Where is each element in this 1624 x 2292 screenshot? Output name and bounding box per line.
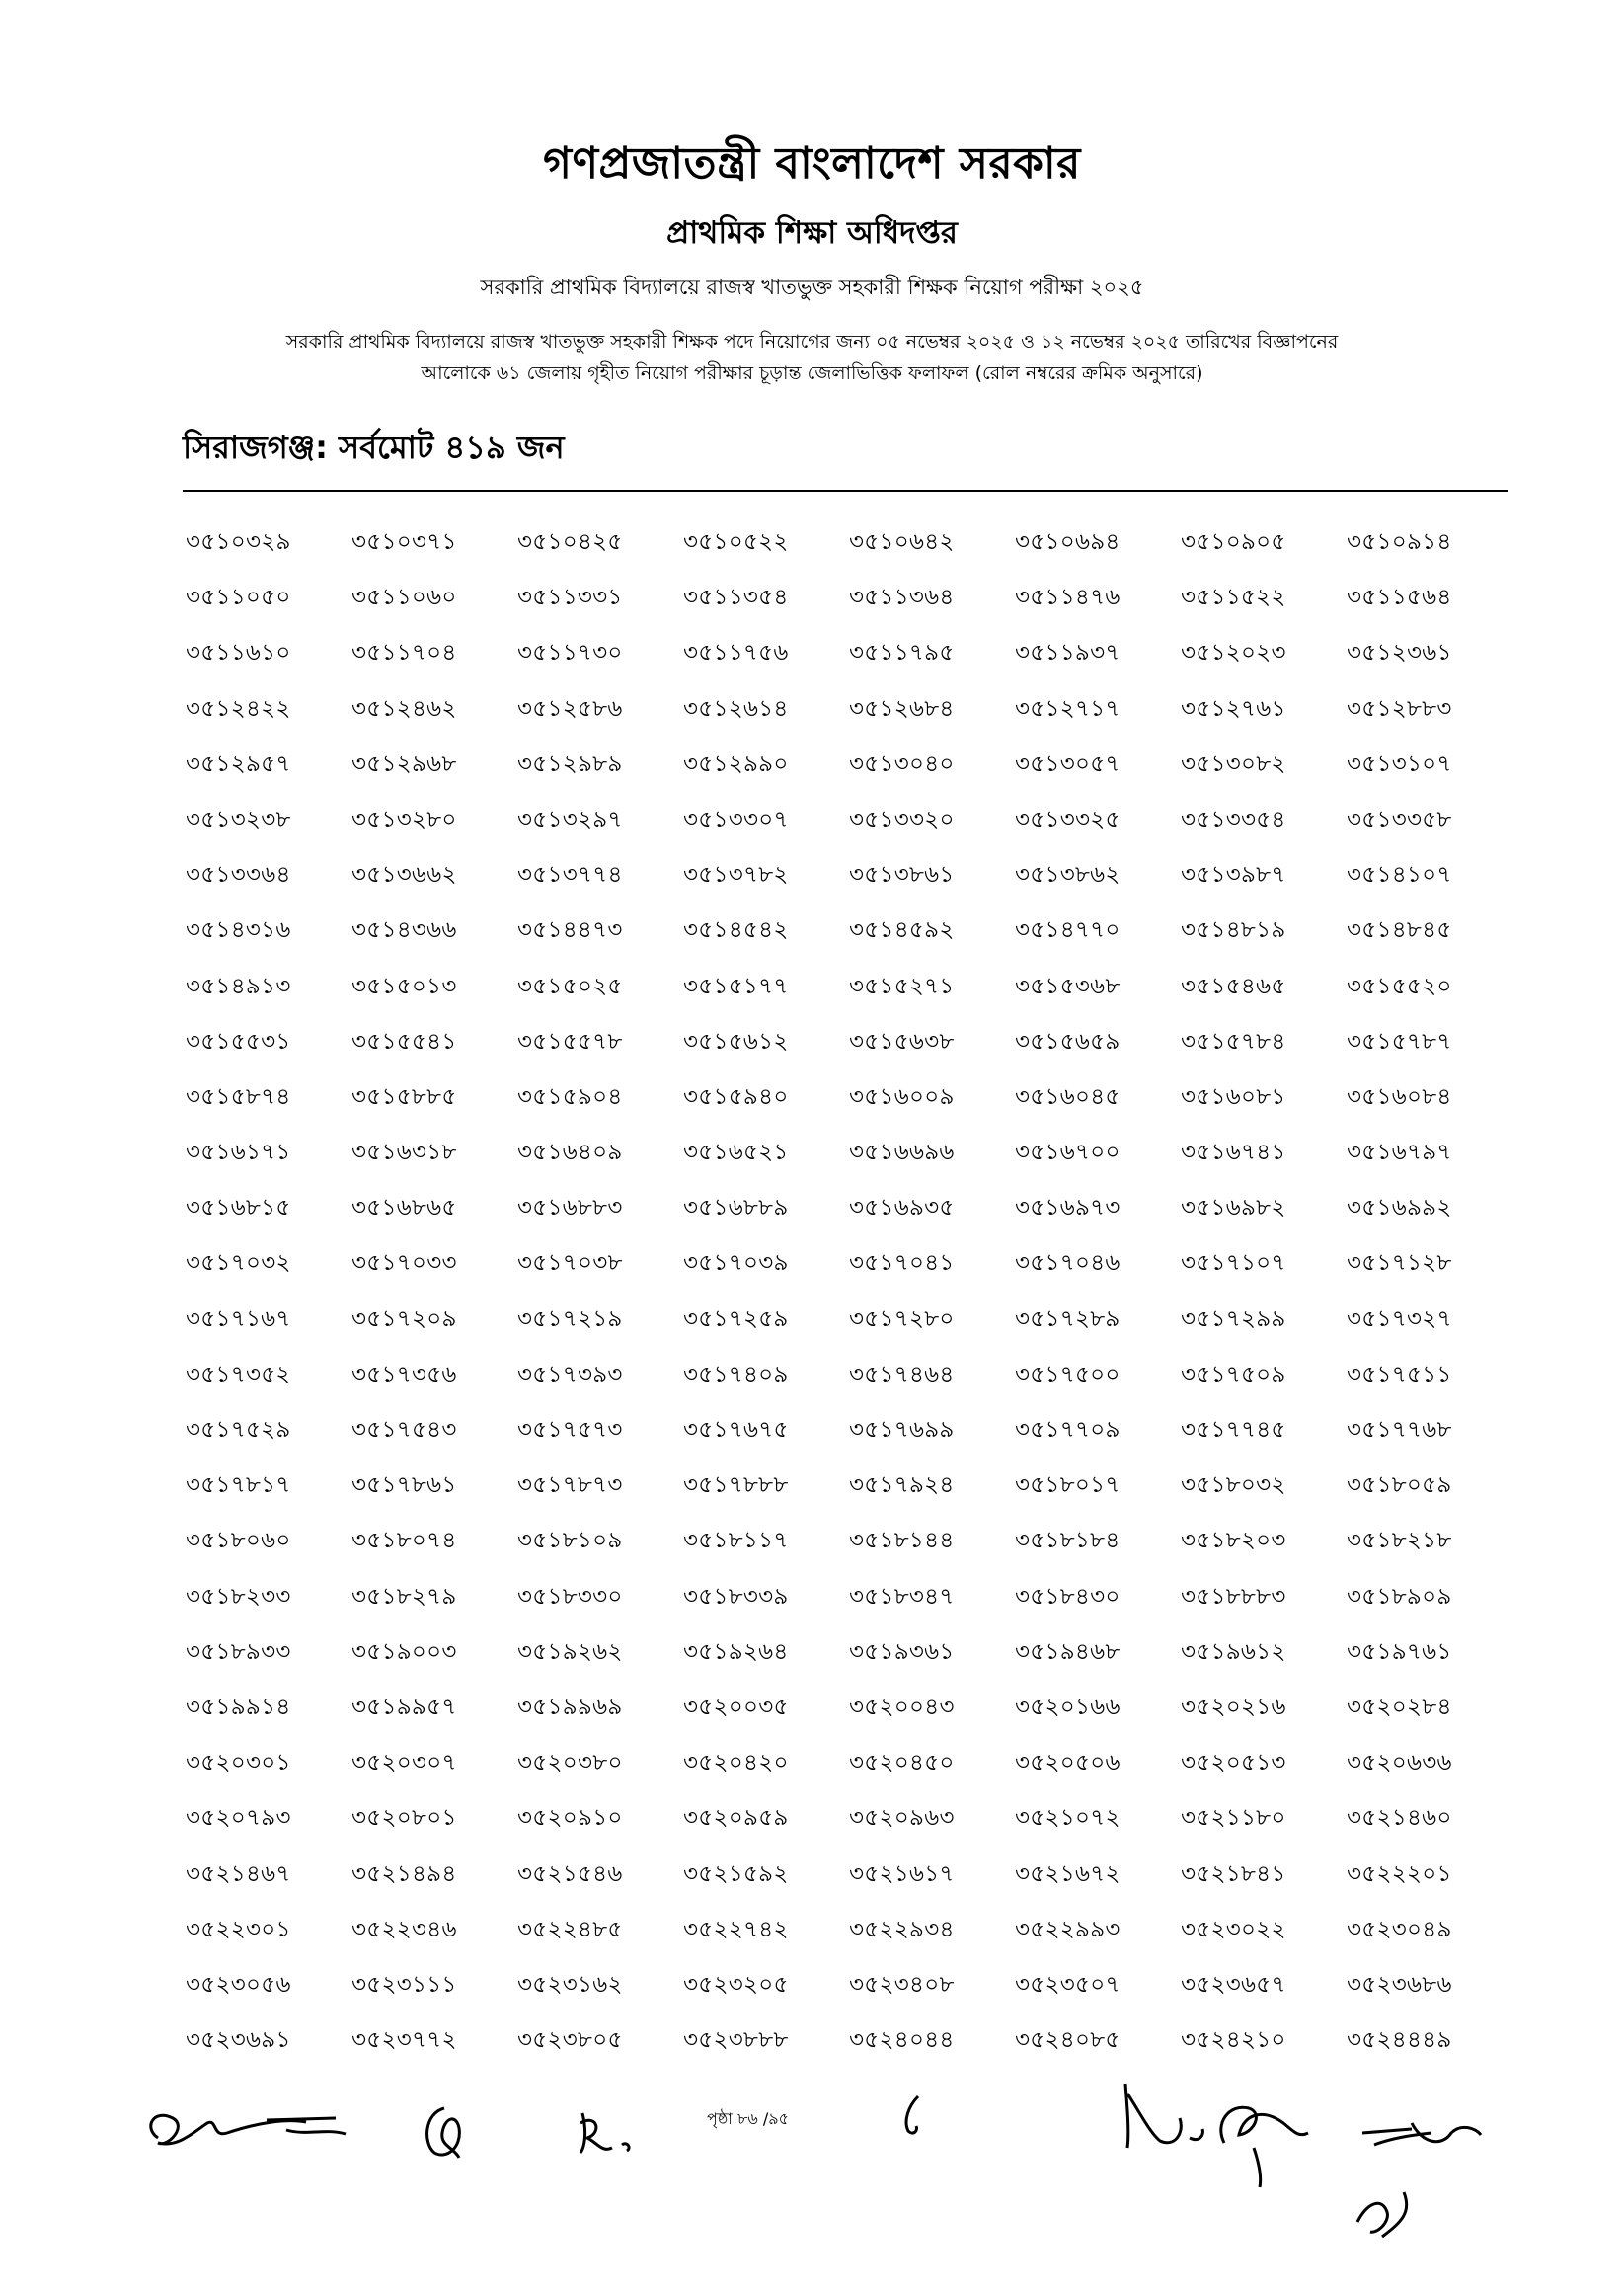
roll-number: ৩৫১৮০৬০ (186, 1528, 291, 1554)
roll-number: ৩৫১৩৬৬২ (351, 862, 457, 889)
roll-number: ৩৫১৮১৮৪ (1015, 1528, 1121, 1554)
roll-number: ৩৫১৭০৩৩ (351, 1250, 457, 1277)
roll-number: ৩৫১৬০০৯ (849, 1083, 955, 1110)
roll-number: ৩৫১২৭৬১ (1181, 695, 1286, 722)
roll-number: ৩৫১৪১০৭ (1347, 862, 1452, 889)
roll-number: ৩৫১৮১০৯ (517, 1528, 623, 1554)
roll-number: ৩৫১১৯৩৭ (1015, 640, 1121, 667)
roll-number: ৩৫১৫৫৪১ (351, 1028, 457, 1055)
roll-number: ৩৫১৩৩৫৪ (1181, 806, 1286, 832)
roll-number: ৩৫১৩২৯৭ (517, 806, 623, 832)
roll-number: ৩৫১০৫২২ (683, 529, 789, 555)
roll-number: ৩৫২৩৬৯১ (186, 2027, 291, 2054)
roll-number: ৩৫১৬৯৩৫ (849, 1195, 955, 1222)
roll-number: ৩৫১৬৮১৫ (186, 1195, 291, 1222)
signature-1 (138, 2089, 365, 2172)
roll-number: ৩৫১২৪২২ (186, 695, 291, 722)
roll-number: ৩৫২১৮৪১ (1181, 1860, 1286, 1887)
roll-number: ৩৫১৭৫২৯ (186, 1417, 291, 1443)
roll-number: ৩৫১০৪২৫ (517, 529, 623, 555)
roll-number: ৩৫১৫৮৭৪ (186, 1083, 291, 1110)
roll-number: ৩৫১৩৯৮৭ (1181, 862, 1286, 889)
roll-number: ৩৫১৬৫২১ (683, 1140, 789, 1166)
page-number: পৃষ্ঠা ৮৬ /৯৫ (707, 2109, 790, 2128)
roll-number: ৩৫১০৬৯৪ (1015, 529, 1121, 555)
roll-number: ৩৫১৯৭৬১ (1347, 1638, 1452, 1665)
roll-number: ৩৫২০৩০৭ (351, 1750, 457, 1777)
roll-number: ৩৫২২৪৮৫ (517, 1916, 623, 1942)
roll-number: ৩৫২৩০৫৬ (186, 1971, 291, 1998)
roll-number: ৩৫১১৩৬৪ (849, 585, 955, 611)
roll-number: ৩৫১৮০৩২ (1181, 1472, 1286, 1499)
roll-number: ৩৫১৮৩৪৭ (849, 1583, 955, 1610)
roll-number: ৩৫১২৯৯০ (683, 751, 789, 777)
roll-number: ৩৫২০৬৩৬ (1347, 1750, 1452, 1777)
roll-number: ৩৫১১৭৫৬ (683, 640, 789, 667)
roll-number: ৩৫১৮০৫৯ (1347, 1472, 1452, 1499)
roll-number: ৩৫১২৯৬৮ (351, 751, 457, 777)
roll-number: ৩৫১৯৪৬৮ (1015, 1638, 1121, 1665)
roll-number: ৩৫১৮২৩৩ (186, 1583, 291, 1610)
roll-number: ৩৫১৭২৮৯ (1015, 1305, 1121, 1332)
roll-number: ৩৫১৫০১৩ (351, 973, 457, 999)
roll-number: ৩৫২০৫১৩ (1181, 1750, 1286, 1777)
roll-number: ৩৫২৩৮০৫ (517, 2027, 623, 2054)
roll-number: ৩৫১৩০৪০ (849, 751, 955, 777)
roll-number: ৩৫১৭৫৭৩ (517, 1417, 623, 1443)
roll-number: ৩৫১৩২৩৮ (186, 806, 291, 832)
roll-number: ৩৫১৬৭৯৭ (1347, 1140, 1452, 1166)
roll-number: ৩৫১২৮৮৩ (1347, 695, 1452, 722)
roll-number: ৩৫১৫২৭১ (849, 973, 955, 999)
roll-number: ৩৫১৭৯২৪ (849, 1472, 955, 1499)
roll-number: ৩৫১৪৩১৬ (186, 917, 291, 944)
roll-number: ৩৫১৭৩৫৬ (351, 1361, 457, 1387)
roll-number: ৩৫১৫৬৩৮ (849, 1028, 955, 1055)
page-title: গণপ্রজাতন্ত্রী বাংলাদেশ সরকার (543, 138, 1081, 189)
roll-number: ৩৫১৭৫৪৩ (351, 1417, 457, 1443)
roll-number: ৩৫২৩০২২ (1181, 1916, 1286, 1942)
roll-number: ৩৫১১৭৯৫ (849, 640, 955, 667)
roll-number: ৩৫১৫৬১২ (683, 1028, 789, 1055)
roll-number: ৩৫১৬০৮৪ (1347, 1083, 1452, 1110)
roll-number: ৩৫১৪৪৭৩ (517, 917, 623, 944)
roll-number: ৩৫১২০২৩ (1181, 640, 1286, 667)
roll-number: ৩৫১৫১৭৭ (683, 973, 789, 999)
roll-number: ৩৫১৭০৩২ (186, 1250, 291, 1277)
roll-number: ৩৫২১৪৬০ (1347, 1805, 1452, 1832)
roll-number: ৩৫১৩৮৬২ (1015, 862, 1121, 889)
roll-number: ৩৫১৯০০৩ (351, 1638, 457, 1665)
roll-number: ৩৫১৭২৮০ (849, 1305, 955, 1332)
roll-number: ৩৫২০৩৮০ (517, 1750, 623, 1777)
roll-number: ৩৫১৭৩২৭ (1347, 1305, 1452, 1332)
roll-number: ৩৫১৫৪৬৫ (1181, 973, 1286, 999)
roll-number: ৩৫১৮৩৩৯ (683, 1583, 789, 1610)
roll-number: ৩৫১১৭০৪ (351, 640, 457, 667)
roll-number: ৩৫২৩০৪৯ (1347, 1916, 1452, 1942)
roll-number: ৩৫২৪২১০ (1181, 2027, 1286, 2054)
roll-number: ৩৫১২৯৮৯ (517, 751, 623, 777)
roll-number: ৩৫২০৪২০ (683, 1750, 789, 1777)
roll-number: ৩৫১৫৩৬৮ (1015, 973, 1121, 999)
roll-number: ৩৫২০০৩৫ (683, 1694, 789, 1720)
roll-number: ৩৫১৭৮৭৩ (517, 1472, 623, 1499)
roll-number: ৩৫২১৪৬৭ (186, 1860, 291, 1887)
roll-number: ৩৫১৫৭৮৭ (1347, 1028, 1452, 1055)
roll-number: ৩৫১৪৫৪২ (683, 917, 789, 944)
roll-number: ৩৫১৭৮১৭ (186, 1472, 291, 1499)
roll-number: ৩৫২১০৭২ (1015, 1805, 1121, 1832)
roll-number: ৩৫১৩৩২৫ (1015, 806, 1121, 832)
roll-number: ৩৫১৩১০৭ (1347, 751, 1452, 777)
roll-number: ৩৫১১৭৩০ (517, 640, 623, 667)
roll-number: ৩৫১৯৯১৪ (186, 1694, 291, 1720)
roll-number: ৩৫১৮২০৩ (1181, 1528, 1286, 1554)
roll-number: ৩৫১২৯৫৭ (186, 751, 291, 777)
roll-number: ৩৫১৩০৮২ (1181, 751, 1286, 777)
roll-number: ৩৫১২৫৮৬ (517, 695, 623, 722)
roll-number: ৩৫১১৬১০ (186, 640, 291, 667)
roll-number: ৩৫১৬৩১৮ (351, 1140, 457, 1166)
roll-number: ৩৫১৫৯০৪ (517, 1083, 623, 1110)
roll-number: ৩৫১৪৩৬৬ (351, 917, 457, 944)
roll-number: ৩৫২৩১১১ (351, 1971, 457, 1998)
roll-number: ৩৫১৬৮৮৩ (517, 1195, 623, 1222)
roll-number: ৩৫১৩৩৬৪ (186, 862, 291, 889)
roll-number: ৩৫২৩৬৮৬ (1347, 1971, 1452, 1998)
roll-number: ৩৫১২৭১৭ (1015, 695, 1121, 722)
exam-title: সরকারি প্রাথমিক বিদ্যালয়ে রাজস্ব খাতভুক্ত সহকারী শিক্ষক নিয়োগ পরীক্ষা ২০২৫ (480, 276, 1144, 299)
roll-number: ৩৫১৬৪০৯ (517, 1140, 623, 1166)
roll-number: ৩৫১৭০৩৯ (683, 1250, 789, 1277)
roll-number: ৩৫১৭৮৮৮ (683, 1472, 789, 1499)
roll-number: ৩৫২০৮০১ (351, 1805, 457, 1832)
roll-number: ৩৫২০৯৫৯ (683, 1805, 789, 1832)
roll-number: ৩৫২০২১৬ (1181, 1694, 1286, 1720)
roll-number: ৩৫১০৩৭১ (351, 529, 457, 555)
roll-number: ৩৫২৩৪০৮ (849, 1971, 955, 1998)
roll-number: ৩৫১৯৩৬১ (849, 1638, 955, 1665)
roll-number: ৩৫১৮২১৮ (1347, 1528, 1452, 1554)
roll-number: ৩৫১৭৭৪৫ (1181, 1417, 1286, 1443)
roll-number: ৩৫১১৩৫৪ (683, 585, 789, 611)
roll-number: ৩৫১৬৭৪১ (1181, 1140, 1286, 1166)
roll-number: ৩৫১৬১৭১ (186, 1140, 291, 1166)
roll-number: ৩৫১০৬৪২ (849, 529, 955, 555)
signature-5 (1116, 2064, 1550, 2265)
roll-number: ৩৫১৭৭৬৮ (1347, 1417, 1452, 1443)
roll-number: ৩৫২২৭৪২ (683, 1916, 789, 1942)
roll-number: ৩৫২১৬৭২ (1015, 1860, 1121, 1887)
roll-number: ৩৫১৭৬৯৯ (849, 1417, 955, 1443)
roll-number: ৩৫১৪৭৭০ (1015, 917, 1121, 944)
roll-number: ৩৫১১৫২২ (1181, 585, 1286, 611)
roll-number: ৩৫১৫৬৫৯ (1015, 1028, 1121, 1055)
roll-number: ৩৫২০৭৯৩ (186, 1805, 291, 1832)
roll-number: ৩৫১৩৩০৭ (683, 806, 789, 832)
roll-number: ৩৫১৭৩৯৩ (517, 1361, 623, 1387)
roll-number: ৩৫১৭০৪১ (849, 1250, 955, 1277)
roll-number: ৩৫১২৬৮৪ (849, 695, 955, 722)
roll-number: ৩৫১৬৯৯২ (1347, 1195, 1452, 1222)
roll-number: ৩৫১৯৯৬৯ (517, 1694, 623, 1720)
roll-number: ৩৫২১৫৪৬ (517, 1860, 623, 1887)
roll-number: ৩৫১৭৫০০ (1015, 1361, 1121, 1387)
roll-number: ৩৫১৭২৯৯ (1181, 1305, 1286, 1332)
roll-number: ৩৫১৮৪৩০ (1015, 1583, 1121, 1610)
roll-number: ৩৫১২৩৬১ (1347, 640, 1452, 667)
roll-number: ৩৫১৫৭৮৪ (1181, 1028, 1286, 1055)
roll-number: ৩৫১৮০৭৪ (351, 1528, 457, 1554)
roll-number: ৩৫১৪৮৪৫ (1347, 917, 1452, 944)
roll-number: ৩৫১৩০৫৭ (1015, 751, 1121, 777)
notice-line-1: সরকারি প্রাথমিক বিদ্যালয়ে রাজস্ব খাতভুক্ত সহকারী শিক্ষক পদে নিয়োগের জন্য ০৫ নভেম্বর ২০২৫ ও ১২ নভেম্বর ২০২৫ তারিখের বিজ্ঞাপনের (285, 331, 1339, 353)
notice-line-2: আলোকে ৬১ জেলায় গৃহীত নিয়োগ পরীক্ষার চূড়ান্ত জেলাভিত্তিক ফলাফল (রোল নম্বরের ক্রমিক অনুসারে) (421, 362, 1203, 384)
roll-number: ৩৫২৪০৮৫ (1015, 2027, 1121, 2054)
roll-number: ৩৫১৯২৬২ (517, 1638, 623, 1665)
roll-number: ৩৫২২৩০১ (186, 1916, 291, 1942)
roll-number: ৩৫২৩৮৮৮ (683, 2027, 789, 2054)
roll-number: ৩৫১৩২৮০ (351, 806, 457, 832)
roll-number-grid (186, 527, 1513, 2081)
roll-number: ৩৫২৩৫০৭ (1015, 1971, 1121, 1998)
roll-number: ৩৫১৬৮৬৫ (351, 1195, 457, 1222)
roll-number: ৩৫২০৪৫০ (849, 1750, 955, 1777)
roll-number: ৩৫২০০৪৩ (849, 1694, 955, 1720)
roll-number: ৩৫১৩৭৮২ (683, 862, 789, 889)
roll-number: ৩৫২১১৮০ (1181, 1805, 1286, 1832)
roll-number: ৩৫২১৪৯৪ (351, 1860, 457, 1887)
roll-number: ৩৫১৭৪৬৪ (849, 1361, 955, 1387)
roll-number: ৩৫২৪০৪৪ (849, 2027, 955, 2054)
roll-number: ৩৫২১৬১৭ (849, 1860, 955, 1887)
roll-number: ৩৫১৭৪০৯ (683, 1361, 789, 1387)
roll-number: ৩৫১২৬১৪ (683, 695, 789, 722)
roll-number: ৩৫১২৪৬২ (351, 695, 457, 722)
roll-number: ৩৫১৭০৩৮ (517, 1250, 623, 1277)
roll-number: ৩৫১৮১১৭ (683, 1528, 789, 1554)
roll-number: ৩৫১৯৯৫৭ (351, 1694, 457, 1720)
department-title: প্রাথমিক শিক্ষা অধিদপ্তর (666, 215, 958, 251)
roll-number: ৩৫১৩৮৬১ (849, 862, 955, 889)
roll-number: ৩৫১৫৫৭৮ (517, 1028, 623, 1055)
roll-number: ৩৫১৭৫০৯ (1181, 1361, 1286, 1387)
roll-number: ৩৫১৭১০৭ (1181, 1250, 1286, 1277)
roll-number: ৩৫১৬৯৮২ (1181, 1195, 1286, 1222)
roll-number: ৩৫১৪৯১৩ (186, 973, 291, 999)
roll-number: ৩৫১০৯১৪ (1347, 529, 1452, 555)
roll-number: ৩৫১৭২০৯ (351, 1305, 457, 1332)
roll-number: ৩৫১৬৮৮৯ (683, 1195, 789, 1222)
roll-number: ৩৫১৭৫১১ (1347, 1361, 1452, 1387)
roll-number: ৩৫১৮১৪৪ (849, 1528, 955, 1554)
roll-number: ৩৫১৮২৭৯ (351, 1583, 457, 1610)
roll-number: ৩৫১০৩২৯ (186, 529, 291, 555)
roll-number: ৩৫১১৫৬৪ (1347, 585, 1452, 611)
roll-number: ৩৫২০৩০১ (186, 1750, 291, 1777)
roll-number: ৩৫১৬০৪৫ (1015, 1083, 1121, 1110)
roll-number: ৩৫২০১৬৬ (1015, 1694, 1121, 1720)
roll-number: ৩৫১৬০৮১ (1181, 1083, 1286, 1110)
roll-number: ৩৫১৩৭৭৪ (517, 862, 623, 889)
roll-number: ৩৫১৪৫৯২ (849, 917, 955, 944)
roll-number: ৩৫২১৫৯২ (683, 1860, 789, 1887)
roll-number: ৩৫১১০৬০ (351, 585, 457, 611)
roll-number: ৩৫২২২০১ (1347, 1860, 1452, 1887)
roll-number: ৩৫১৬৬৯৬ (849, 1140, 955, 1166)
roll-number: ৩৫১৪৮১৯ (1181, 917, 1286, 944)
roll-number: ৩৫২২৯৯৩ (1015, 1916, 1121, 1942)
roll-number: ৩৫১৮০১৭ (1015, 1472, 1121, 1499)
roll-number: ৩৫১৮৯০৯ (1347, 1583, 1452, 1610)
roll-number: ৩৫২৩১৬২ (517, 1971, 623, 1998)
roll-number: ৩৫২০৫০৬ (1015, 1750, 1121, 1777)
roll-number: ৩৫১১০৫০ (186, 585, 291, 611)
roll-number: ৩৫১৭১৬৭ (186, 1305, 291, 1332)
roll-number: ৩৫১৭৬৭৫ (683, 1417, 789, 1443)
roll-number: ৩৫১৯২৬৪ (683, 1638, 789, 1665)
roll-number: ৩৫২০৯১০ (517, 1805, 623, 1832)
roll-number: ৩৫১৩৩২০ (849, 806, 955, 832)
roll-number: ৩৫২০২৮৪ (1347, 1694, 1452, 1720)
roll-number: ৩৫১৩৩৫৮ (1347, 806, 1452, 832)
roll-number: ৩৫২৩২০৫ (683, 1971, 789, 1998)
signature-3 (573, 2103, 642, 2167)
roll-number: ৩৫১৭৮৬১ (351, 1472, 457, 1499)
roll-number: ৩৫১৮৩৩০ (517, 1583, 623, 1610)
roll-number: ৩৫১৭০৪৬ (1015, 1250, 1121, 1277)
roll-number: ৩৫১৭৭০৯ (1015, 1417, 1121, 1443)
roll-number: ৩৫১৫৫৩১ (186, 1028, 291, 1055)
roll-number: ৩৫১০৯০৫ (1181, 529, 1286, 555)
roll-number: ৩৫১১৩৩১ (517, 585, 623, 611)
district-heading: সিরাজগঞ্জ: সর্বমোট ৪১৯ জন (183, 429, 565, 466)
notice-text (173, 326, 1451, 389)
roll-number: ৩৫১৫৮৮৫ (351, 1083, 457, 1110)
roll-number: ৩৫১৬৯৭৩ (1015, 1195, 1121, 1222)
roll-number: ৩৫১৫৯৪০ (683, 1083, 789, 1110)
roll-number: ৩৫২৩৬৫৭ (1181, 1971, 1286, 1998)
roll-number: ৩৫১৭২১৯ (517, 1305, 623, 1332)
roll-number: ৩৫২০৯৬৩ (849, 1805, 955, 1832)
roll-number: ৩৫২২৯৩৪ (849, 1916, 955, 1942)
roll-number: ৩৫২৩৭৭২ (351, 2027, 457, 2054)
roll-number: ৩৫১৫৫২০ (1347, 973, 1452, 999)
signature-2 (415, 2098, 474, 2172)
roll-number: ৩৫১৭২৫৯ (683, 1305, 789, 1332)
roll-number: ৩৫১৬৭০০ (1015, 1140, 1121, 1166)
roll-number: ৩৫১৭৩৫২ (186, 1361, 291, 1387)
divider (183, 490, 1508, 492)
roll-number: ৩৫১৮৯৩৩ (186, 1638, 291, 1665)
roll-number: ৩৫১৭১২৮ (1347, 1250, 1452, 1277)
roll-number: ৩৫১১৪৭৬ (1015, 585, 1121, 611)
roll-number: ৩৫১৯৬১২ (1181, 1638, 1286, 1665)
roll-number: ৩৫১৮৮৮৩ (1181, 1583, 1286, 1610)
roll-number: ৩৫২৪৪৪৯ (1347, 2027, 1452, 2054)
roll-number: ৩৫১৫০২৫ (517, 973, 623, 999)
roll-number: ৩৫২২৩৪৬ (351, 1916, 457, 1942)
signature-4 (889, 2092, 928, 2145)
